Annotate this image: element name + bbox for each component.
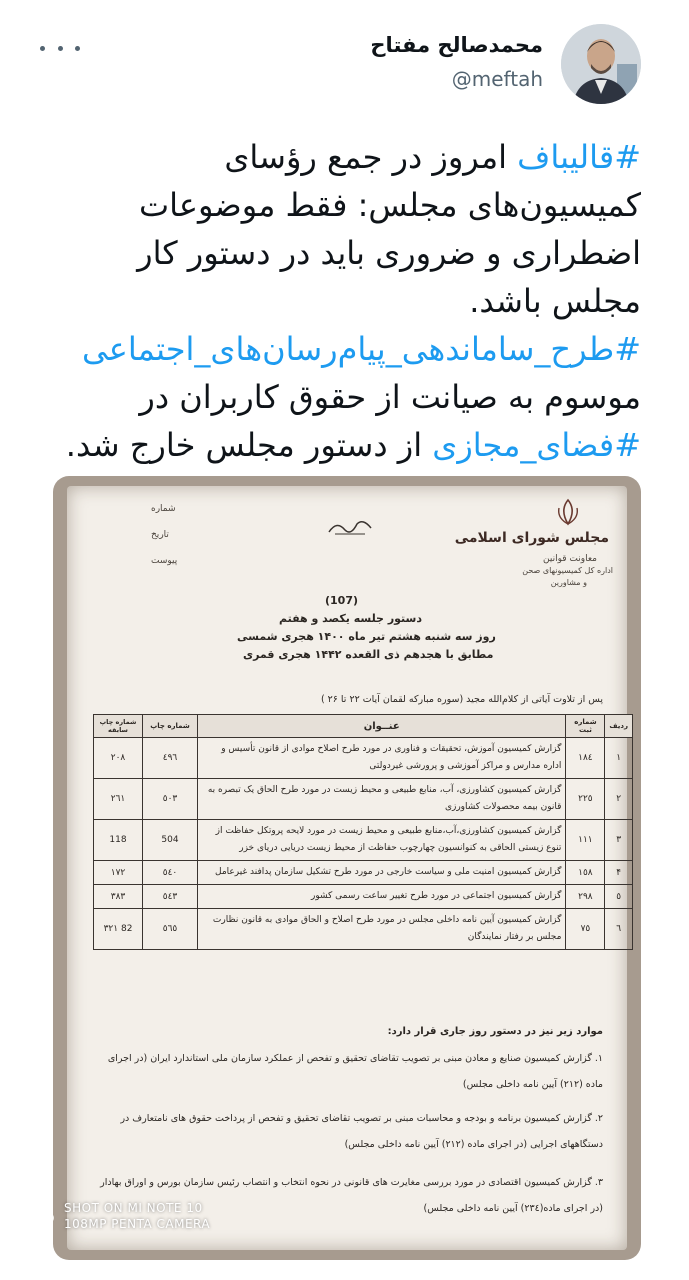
tweet-text-segment: اضطراری و ضروری باید در دستور کار bbox=[137, 234, 641, 272]
avatar-image bbox=[561, 24, 641, 104]
doc-also-title: موارد زیر نیز در دستور روز جاری قرار دارد: bbox=[387, 1026, 603, 1037]
table-row bbox=[94, 738, 633, 779]
doc-header-office-2: و مشاورین bbox=[550, 578, 587, 587]
cell-print-number: ٥۰۳ bbox=[143, 779, 198, 820]
emblem-icon bbox=[553, 498, 583, 526]
tweet-photo[interactable] bbox=[53, 476, 641, 1260]
cell-title: گزارش کمیسیون آیین نامه داخلی مجلس در مورد طرح اصلاح و الحاق موادی به قانون نظارت مجلس بر رفتار نمایندگان bbox=[198, 909, 566, 950]
header-old-print-number: شماره چاپ سابقه bbox=[94, 715, 143, 738]
cell-reg-number: ۲۲٥ bbox=[566, 779, 605, 820]
table-row bbox=[94, 909, 633, 950]
cell-reg-number: ۷٥ bbox=[566, 909, 605, 950]
cell-row-number: ۴ bbox=[605, 861, 633, 885]
doc-also-item-2: ۲. گزارش کمیسیون برنامه و بودجه و محاسبات مبنی بر تصویب تقاضای تحقیق و تفحص از پرداخت حقوق های نامتعارف در دستگاههای اجرایی (در اجرای ماده (۲۱۲) آیین نامه داخلی مجلس) bbox=[120, 1113, 603, 1150]
doc-title-1: دستور جلسه یکصد و هفتم bbox=[279, 612, 422, 625]
tweet-line bbox=[41, 325, 641, 373]
doc-title-3: مطابق با هجدهم ذی القعده ۱۴۴۲ هجری قمری bbox=[243, 648, 494, 661]
doc-number: (107) bbox=[325, 594, 359, 607]
flower-icon bbox=[28, 1202, 56, 1230]
doc-title-2: روز سه شنبه هشتم تیر ماه ۱۴۰۰ هجری شمسی bbox=[237, 630, 496, 643]
doc-header-dept: معاونت قوانین bbox=[543, 554, 597, 564]
cell-old-print-number: ۳۸۳ bbox=[94, 885, 143, 909]
header-print-number: شماره چاپ bbox=[143, 715, 198, 738]
tweet-line bbox=[41, 181, 641, 229]
cell-row-number: ۲ bbox=[605, 779, 633, 820]
tweet-text-segment: موسوم به صیانت از حقوق کاربران در bbox=[139, 378, 641, 416]
tweet-line bbox=[41, 277, 641, 325]
doc-also-item-1: ۱. گزارش کمیسیون صنایع و معادن مبنی بر تصویب تقاضای تحقیق و تفحص از عملکرد سازمان ملی استاندارد ایران (در اجرای ماده (۲۱۲) آیین نامه داخلی مجلس) bbox=[107, 1053, 603, 1090]
table-row bbox=[94, 861, 633, 885]
cell-old-print-number: ۲۰۸ bbox=[94, 738, 143, 779]
table-row bbox=[94, 820, 633, 861]
more-dot bbox=[40, 46, 45, 51]
header-row-number: ردیف bbox=[605, 715, 633, 738]
cell-reg-number: ۲۹۸ bbox=[566, 885, 605, 909]
calligraphy-icon bbox=[325, 516, 375, 538]
tweet-line bbox=[41, 421, 641, 469]
tweet-text-segment: امروز در جمع رؤسای bbox=[224, 138, 518, 176]
tweet-line bbox=[41, 373, 641, 421]
table-row bbox=[94, 885, 633, 909]
cell-reg-number: ۱۱۱ bbox=[566, 820, 605, 861]
avatar[interactable] bbox=[561, 24, 641, 104]
tweet-line bbox=[41, 229, 641, 277]
tweet-text-segment: کمیسیون‌های مجلس: فقط موضوعات bbox=[139, 186, 641, 224]
watermark-line-1: SHOT ON MI NOTE 10 bbox=[64, 1201, 203, 1215]
tweet-text-segment: از دستور مجلس خارج شد. bbox=[65, 426, 433, 464]
cell-title: گزارش کمیسیون امنیت ملی و سیاست خارجی در مورد طرح تشکیل سازمان پدافند غیرعامل bbox=[198, 861, 566, 885]
author-name[interactable]: محمدصالح مفتاح bbox=[370, 33, 543, 57]
more-dot bbox=[58, 46, 63, 51]
cell-print-number: ٥٤۳ bbox=[143, 885, 198, 909]
cell-row-number: ۳ bbox=[605, 820, 633, 861]
cell-old-print-number: ۲٦۱ bbox=[94, 779, 143, 820]
hashtag-link[interactable]: #طرح_ساماندهی_پیام‌رسان‌های_اجتماعی bbox=[82, 330, 641, 368]
table-row bbox=[94, 779, 633, 820]
hashtag-link[interactable]: #قالیباف bbox=[517, 138, 641, 176]
cell-reg-number: ۱٥۸ bbox=[566, 861, 605, 885]
author-handle[interactable]: @meftah bbox=[451, 67, 543, 91]
more-options-icon[interactable] bbox=[40, 38, 80, 58]
cell-print-number: 504 bbox=[143, 820, 198, 861]
cell-row-number: ۱ bbox=[605, 738, 633, 779]
doc-label-number: شماره bbox=[151, 504, 176, 514]
tweet-text-segment: مجلس باشد. bbox=[469, 282, 641, 320]
doc-header-office: اداره کل کمیسیونهای صحن bbox=[522, 566, 613, 575]
doc-header-org: مجلس شورای اسلامی bbox=[454, 530, 609, 546]
hashtag-link[interactable]: #فضای_مجازی bbox=[432, 426, 641, 464]
doc-label-attachment: پیوست bbox=[151, 556, 178, 566]
cell-old-print-number: 82 ۳۲۱ bbox=[94, 909, 143, 950]
cell-print-number: ٤٩٦ bbox=[143, 738, 198, 779]
cell-title: گزارش کمیسیون آموزش، تحقیقات و فناوری در مورد طرح اصلاح موادی از قانون تأسیس و اداره مدارس و مراکز آموزشی و پرورشی غیردولتی bbox=[198, 738, 566, 779]
header-title: عنــوان bbox=[198, 715, 566, 738]
header-reg-number: شماره ثبت bbox=[566, 715, 605, 738]
cell-old-print-number: ۱۷۲ bbox=[94, 861, 143, 885]
cell-row-number: ٦ bbox=[605, 909, 633, 950]
tweet-line bbox=[41, 133, 641, 181]
agenda-header-row bbox=[94, 715, 633, 738]
cell-old-print-number: 118 bbox=[94, 820, 143, 861]
cell-title: گزارش کمیسیون اجتماعی در مورد طرح تغییر ساعت رسمی کشور bbox=[198, 885, 566, 909]
doc-also-item-3: ۳. گزارش کمیسیون اقتصادی در مورد بررسی مغایرت های قانونی در نحوه انتخاب و انتصاب رئیس سازمان بورس و اوراق بهادار (در اجرای ماده(۲۳٤) آیین نامه داخلی مجلس) bbox=[100, 1177, 603, 1214]
document-paper bbox=[67, 486, 627, 1250]
cell-print-number: ٥٤۰ bbox=[143, 861, 198, 885]
doc-intro: پس از تلاوت آیاتی از کلام‌الله مجید (سوره مبارکه لقمان آیات ۲۲ تا ۲۶ ) bbox=[320, 694, 603, 705]
cell-print-number: ٥٦٥ bbox=[143, 909, 198, 950]
doc-label-date: تاریخ bbox=[151, 530, 169, 540]
cell-title: گزارش کمیسیون کشاورزی،آب،منابع طبیعی و محیط زیست در مورد لایحه پروتکل حفاظت از تنوع زیستی الحاقی به کنوانسیون چهارچوب حفاظت از محیط زیست دریایی دریای خزر bbox=[198, 820, 566, 861]
tweet-text bbox=[41, 133, 641, 469]
cell-title: گزارش کمیسیون کشاورزی، آب، منابع طبیعی و محیط زیست در مورد طرح الحاق یک تبصره به قانون بیمه محصولات کشاورزی bbox=[198, 779, 566, 820]
watermark-line-2: 108MP PENTA CAMERA bbox=[64, 1217, 211, 1231]
tweet-header bbox=[0, 0, 689, 120]
cell-reg-number: ۱۸٤ bbox=[566, 738, 605, 779]
cell-row-number: ٥ bbox=[605, 885, 633, 909]
camera-watermark bbox=[28, 1200, 210, 1232]
agenda-table bbox=[93, 714, 633, 950]
more-dot bbox=[75, 46, 80, 51]
